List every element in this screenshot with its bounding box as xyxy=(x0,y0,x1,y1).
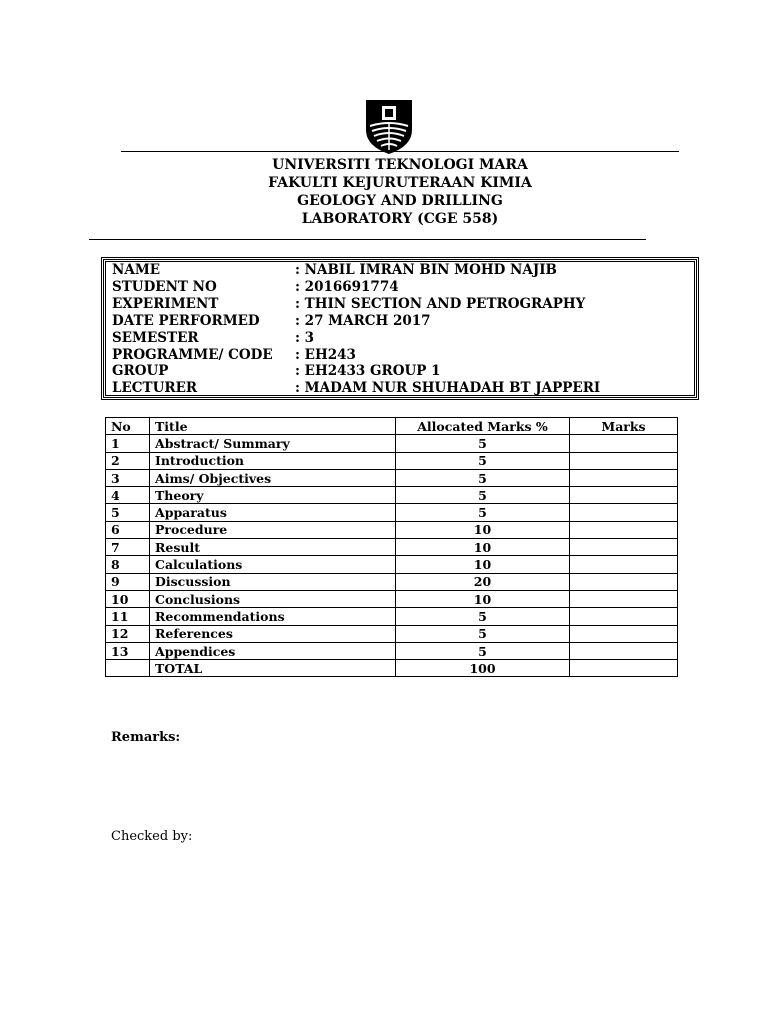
row-allocated-marks: 5 xyxy=(396,435,570,452)
row-title: Result xyxy=(150,539,396,556)
info-label: LECTURER xyxy=(112,380,198,396)
row-marks xyxy=(570,625,678,642)
row-allocated-marks: 10 xyxy=(396,521,570,538)
table-row xyxy=(106,642,678,659)
row-marks xyxy=(570,573,678,590)
row-title: Recommendations xyxy=(150,608,396,625)
row-title: References xyxy=(150,625,396,642)
row-title: Appendices xyxy=(150,642,396,659)
info-value: : MADAM NUR SHUHADAH BT JAPPERI xyxy=(295,380,601,396)
column-header-allocated: Allocated Marks % xyxy=(396,418,570,435)
row-title: Theory xyxy=(150,487,396,504)
table-row xyxy=(106,556,678,573)
row-allocated-marks: 10 xyxy=(396,556,570,573)
row-title: Apparatus xyxy=(150,504,396,521)
row-allocated-marks: 20 xyxy=(396,573,570,590)
row-allocated-marks: 5 xyxy=(396,625,570,642)
row-marks xyxy=(570,642,678,659)
row-allocated-marks: 5 xyxy=(396,608,570,625)
info-label: SEMESTER xyxy=(112,330,199,346)
row-number: 9 xyxy=(106,573,150,590)
row-marks xyxy=(570,469,678,486)
table-row xyxy=(106,521,678,538)
info-label: DATE PERFORMED xyxy=(112,313,260,329)
row-title: Discussion xyxy=(150,573,396,590)
info-label: STUDENT NO xyxy=(112,279,217,295)
row-allocated-marks: 5 xyxy=(396,487,570,504)
table-row xyxy=(106,660,678,677)
row-allocated-marks: 100 xyxy=(396,660,570,677)
row-allocated-marks: 5 xyxy=(396,642,570,659)
table-row xyxy=(106,504,678,521)
document-header xyxy=(200,156,600,228)
row-allocated-marks: 5 xyxy=(396,504,570,521)
header-bottom-rule xyxy=(89,239,646,240)
row-title: Abstract/ Summary xyxy=(150,435,396,452)
row-number xyxy=(106,660,150,677)
row-marks xyxy=(570,435,678,452)
row-marks xyxy=(570,660,678,677)
course-name: GEOLOGY AND DRILLING xyxy=(297,193,503,209)
table-row xyxy=(106,625,678,642)
row-number: 12 xyxy=(106,625,150,642)
table-row xyxy=(106,435,678,452)
info-label: NAME xyxy=(112,262,161,278)
row-title: Conclusions xyxy=(150,590,396,607)
checked-by-label: Checked by: xyxy=(111,829,193,844)
table-row xyxy=(106,452,678,469)
row-marks xyxy=(570,608,678,625)
top-rule xyxy=(121,151,679,152)
row-title: Procedure xyxy=(150,521,396,538)
table-row xyxy=(106,573,678,590)
row-allocated-marks: 10 xyxy=(396,590,570,607)
info-value: : 27 MARCH 2017 xyxy=(295,313,431,329)
row-number: 1 xyxy=(106,435,150,452)
course-code: LABORATORY (CGE 558) xyxy=(301,211,499,227)
uitm-logo-icon xyxy=(366,100,412,154)
row-number: 6 xyxy=(106,521,150,538)
row-number: 5 xyxy=(106,504,150,521)
column-header-marks: Marks xyxy=(570,418,678,435)
table-header-row xyxy=(106,418,678,435)
row-number: 7 xyxy=(106,539,150,556)
info-value: : EH243 xyxy=(295,347,356,363)
row-marks xyxy=(570,539,678,556)
remarks-label: Remarks: xyxy=(111,730,181,745)
info-value: : 3 xyxy=(295,330,315,346)
row-title: TOTAL xyxy=(150,660,396,677)
row-number: 4 xyxy=(106,487,150,504)
row-marks xyxy=(570,452,678,469)
table-row xyxy=(106,469,678,486)
row-allocated-marks: 5 xyxy=(396,452,570,469)
info-label: PROGRAMME/ CODE xyxy=(112,347,273,363)
row-number: 11 xyxy=(106,608,150,625)
row-number: 13 xyxy=(106,642,150,659)
info-label: GROUP xyxy=(112,363,169,379)
row-number: 10 xyxy=(106,590,150,607)
info-label: EXPERIMENT xyxy=(112,296,219,312)
row-marks xyxy=(570,504,678,521)
row-marks xyxy=(570,590,678,607)
row-marks xyxy=(570,556,678,573)
info-value: : THIN SECTION AND PETROGRAPHY xyxy=(295,296,586,312)
row-title: Aims/ Objectives xyxy=(150,469,396,486)
row-marks xyxy=(570,487,678,504)
marks-table xyxy=(105,417,678,677)
row-number: 2 xyxy=(106,452,150,469)
info-value: : EH2433 GROUP 1 xyxy=(295,363,441,379)
row-number: 3 xyxy=(106,469,150,486)
row-title: Introduction xyxy=(150,452,396,469)
table-row xyxy=(106,539,678,556)
table-row xyxy=(106,487,678,504)
column-header-no: No xyxy=(106,418,150,435)
row-marks xyxy=(570,521,678,538)
faculty-name: FAKULTI KEJURUTERAAN KIMIA xyxy=(268,175,532,191)
university-name: UNIVERSITI TEKNOLOGI MARA xyxy=(272,157,528,173)
info-value: : 2016691774 xyxy=(295,279,399,295)
table-row xyxy=(106,590,678,607)
column-header-title: Title xyxy=(150,418,396,435)
row-allocated-marks: 10 xyxy=(396,539,570,556)
row-title: Calculations xyxy=(150,556,396,573)
marks-table-body xyxy=(106,435,678,677)
row-number: 8 xyxy=(106,556,150,573)
row-allocated-marks: 5 xyxy=(396,469,570,486)
info-value: : NABIL IMRAN BIN MOHD NAJIB xyxy=(295,262,557,278)
table-row xyxy=(106,608,678,625)
